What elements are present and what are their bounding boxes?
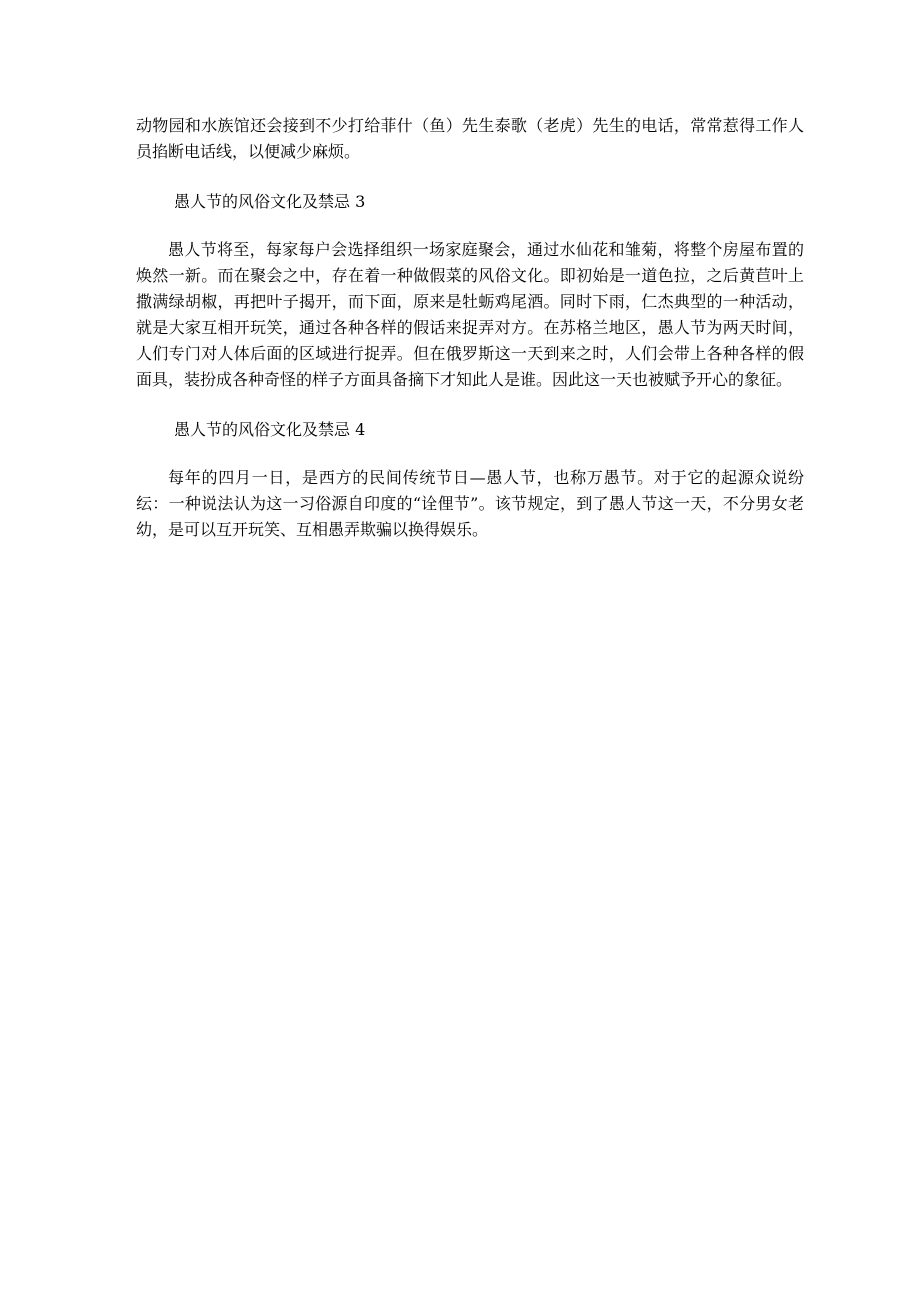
section-heading-3: 愚人节的风俗文化及禁忌 3	[174, 192, 366, 211]
paragraph-1: 动物园和水族馆还会接到不少打给菲什（鱼）先生泰歌（老虎）先生的电话，常常惹得工作人员掐断电话线，以便减少麻烦。	[136, 116, 804, 161]
section-heading-4: 愚人节的风俗文化及禁忌 4	[174, 420, 366, 439]
paragraph-section-4: 每年的四月一日，是西方的民间传统节日—愚人节，也称万愚节。对于它的起源众说纷纭：一种说法认为这一习俗源自印度的“诠俚节”。该节规定，到了愚人节这一天，不分男女老幼，是可以互开玩笑、互相愚弄欺骗以换得娱乐。	[136, 468, 804, 539]
paragraph-section-3: 愚人节将至，每家每户会选择组织一场家庭聚会，通过水仙花和雏菊，将整个房屋布置的焕然一新。而在聚会之中，存在着一种做假菜的风俗文化。即初始是一道色拉，之后黄苣叶上撒满绿胡椒，再把叶子揭开，而下面，原来是牡蛎鸡尾酒。同时下雨，仁杰典型的一种活动，就是大家互相开玩笑，通过各种各样的假话来捉弄对方。在苏格兰地区，愚人节为两天时间，人们专门对人体后面的区域进行捉弄。但在俄罗斯这一天到来之时，人们会带上各种各样的假面具，装扮成各种奇怪的样子方面具备摘下才知此人是谁。因此这一天也被赋予开心的象征。	[136, 240, 804, 389]
document-body	[136, 113, 804, 543]
